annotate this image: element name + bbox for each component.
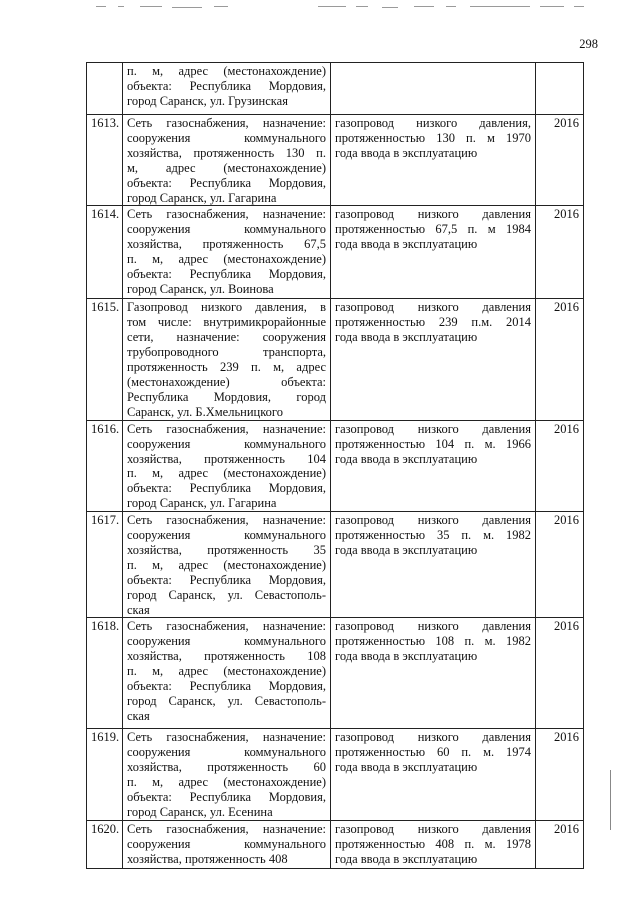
page-number: 298 <box>579 37 598 51</box>
object-characteristics-line: протяженностью 239 п.м. 2014 <box>335 315 531 330</box>
object-description-line: Сеть газоснабжения, назначение: <box>127 730 326 745</box>
object-characteristics <box>331 420 536 511</box>
table-row <box>87 820 584 868</box>
object-description <box>123 63 331 115</box>
row-number: 1618. <box>87 618 123 729</box>
row-number <box>87 63 123 115</box>
object-description-line: Сеть газоснабжения, назначение: <box>127 421 326 436</box>
object-description-line: том числе: внутримикрорайонные <box>127 315 326 330</box>
object-characteristics-line: года ввода в эксплуатацию <box>335 330 478 345</box>
object-description-line: сети, назначение: сооружения <box>127 330 326 345</box>
object-characteristics <box>331 820 536 868</box>
object-description-line: п. м, адрес (местонахождение) <box>127 557 326 572</box>
object-characteristics-line: газопровод низкого давления <box>335 421 531 436</box>
object-description-line: п. м, адрес (местонахождение) <box>127 664 326 679</box>
scan-margin-mark <box>610 770 611 830</box>
object-characteristics <box>331 618 536 729</box>
table-row <box>87 63 584 115</box>
table-row <box>87 512 584 618</box>
object-description-line: город Саранск, ул. Гагарина <box>127 496 277 511</box>
object-description-line: объекта: Республика Мордовия, <box>127 481 326 496</box>
object-characteristics-line: газопровод низкого давления <box>335 207 531 222</box>
object-description-line: сооружения коммунального <box>127 745 326 760</box>
object-description-line: город Саранск, ул. Севастополь- <box>127 694 326 708</box>
object-characteristics-line: газопровод низкого давления <box>335 619 531 634</box>
object-characteristics-line: протяженностью 67,5 п. м 1984 <box>335 222 531 237</box>
object-description-line: п. м, адрес (местонахождение) <box>127 64 326 78</box>
object-characteristics <box>331 729 536 820</box>
object-description-line: сооружения коммунального <box>127 130 326 145</box>
object-description-line: (местонахождение) объекта: <box>127 374 326 389</box>
object-description-line: Сеть газоснабжения, назначение: <box>127 207 326 222</box>
object-characteristics <box>331 63 536 115</box>
registry-table <box>86 62 584 869</box>
object-description <box>123 206 331 299</box>
object-characteristics-line: года ввода в эксплуатацию <box>335 542 478 557</box>
object-description-line: п. м, адрес (местонахождение) <box>127 466 326 481</box>
object-description <box>123 115 331 206</box>
row-number: 1613. <box>87 115 123 206</box>
object-characteristics-line: газопровод низкого давления <box>335 730 531 745</box>
object-description-line: п. м, адрес (местонахождение) <box>127 252 326 267</box>
row-number: 1620. <box>87 820 123 868</box>
object-description <box>123 820 331 868</box>
year-cell <box>536 63 584 115</box>
object-characteristics-line: протяженностью 35 п. м. 1982 <box>335 528 531 543</box>
object-description-line: сооружения коммунального <box>127 436 326 451</box>
row-number: 1617. <box>87 512 123 618</box>
object-characteristics-line: года ввода в эксплуатацию <box>335 145 478 160</box>
object-description-line: сооружения коммунального <box>127 634 326 649</box>
object-description-line: м, адрес (местонахождение) <box>127 160 326 175</box>
object-characteristics-line: газопровод низкого давления <box>335 300 531 315</box>
object-description-line: ская <box>127 602 150 617</box>
object-characteristics-line: года ввода в эксплуатацию <box>335 451 478 466</box>
object-description-line: город Саранск, ул. Гагарина <box>127 190 277 205</box>
row-number: 1616. <box>87 420 123 511</box>
object-description-line: Сеть газоснабжения, назначение: <box>127 821 326 836</box>
table-row <box>87 729 584 820</box>
object-characteristics-line: газопровод низкого давления, <box>335 116 531 130</box>
row-number: 1614. <box>87 206 123 299</box>
object-characteristics-line: года ввода в эксплуатацию <box>335 237 478 252</box>
object-description <box>123 420 331 511</box>
object-description-line: объекта: Республика Мордовия, <box>127 267 326 282</box>
object-description-line: протяженность 239 п. м, адрес <box>127 360 326 375</box>
table-row <box>87 618 584 729</box>
object-description-line: хозяйства, протяженность 108 <box>127 649 326 664</box>
object-description-line: хозяйства, протяженность 35 <box>127 542 326 557</box>
object-description-line: трубопроводного транспорта, <box>127 345 326 360</box>
object-description <box>123 729 331 820</box>
object-description-line: город Саранск, ул. Воинова <box>127 281 274 296</box>
object-description-line: хозяйства, протяженность 67,5 <box>127 237 326 252</box>
object-description-line: Саранск, ул. Б.Хмельницкого <box>127 404 283 419</box>
object-characteristics <box>331 115 536 206</box>
object-description-line: п. м, адрес (местонахождение) <box>127 775 326 790</box>
year-cell: 2016 <box>536 299 584 420</box>
year-cell: 2016 <box>536 729 584 820</box>
object-description-line: объекта: Республика Мордовия, <box>127 790 326 805</box>
object-description-line: город Саранск, ул. Есенина <box>127 805 273 819</box>
row-number: 1615. <box>87 299 123 420</box>
object-description-line: сооружения коммунального <box>127 528 326 543</box>
object-characteristics-line: газопровод низкого давления <box>335 821 531 836</box>
object-description <box>123 299 331 420</box>
scan-noise-strip <box>0 0 640 14</box>
object-characteristics <box>331 512 536 618</box>
object-characteristics <box>331 206 536 299</box>
object-description-line: город Саранск, ул. Грузинская <box>127 93 288 108</box>
object-characteristics <box>331 299 536 420</box>
object-description-line: объекта: Республика Мордовия, <box>127 572 326 587</box>
object-description-line: Сеть газоснабжения, назначение: <box>127 116 326 130</box>
row-number: 1619. <box>87 729 123 820</box>
object-characteristics-line: года ввода в эксплуатацию <box>335 760 478 775</box>
year-cell: 2016 <box>536 206 584 299</box>
year-cell: 2016 <box>536 420 584 511</box>
year-cell: 2016 <box>536 820 584 868</box>
object-description-line: хозяйства, протяженность 130 п. <box>127 145 326 160</box>
object-description-line: город Саранск, ул. Севастополь- <box>127 587 326 602</box>
object-description-line: Республика Мордовия, город <box>127 389 326 404</box>
table-row <box>87 115 584 206</box>
year-cell: 2016 <box>536 618 584 729</box>
object-characteristics-line: протяженностью 104 п. м. 1966 <box>335 436 531 451</box>
object-description-line: объекта: Республика Мордовия, <box>127 175 326 190</box>
year-cell: 2016 <box>536 512 584 618</box>
table-row <box>87 299 584 420</box>
object-description-line: ская <box>127 708 150 723</box>
object-characteristics-line: протяженностью 130 п. м 1970 <box>335 130 531 145</box>
object-description-line: хозяйства, протяженность 408 <box>127 851 288 866</box>
table-row <box>87 206 584 299</box>
object-description-line: Сеть газоснабжения, назначение: <box>127 619 326 634</box>
object-description <box>123 512 331 618</box>
object-description-line: хозяйства, протяженность 60 <box>127 760 326 775</box>
object-description-line: сооружения коммунального <box>127 222 326 237</box>
object-characteristics-line: протяженностью 60 п. м. 1974 <box>335 745 531 760</box>
object-characteristics-line: протяженностью 108 п. м. 1982 <box>335 634 531 649</box>
object-description-line: Газопровод низкого давления, в <box>127 300 326 315</box>
object-description-line: Сеть газоснабжения, назначение: <box>127 513 326 528</box>
year-cell: 2016 <box>536 115 584 206</box>
object-description <box>123 618 331 729</box>
object-characteristics-line: газопровод низкого давления <box>335 513 531 528</box>
object-description-line: объекта: Республика Мордовия, <box>127 78 326 93</box>
object-description-line: хозяйства, протяженность 104 <box>127 451 326 466</box>
object-characteristics-line: года ввода в эксплуатацию <box>335 851 478 866</box>
object-characteristics-line: года ввода в эксплуатацию <box>335 649 478 664</box>
object-description-line: объекта: Республика Мордовия, <box>127 679 326 694</box>
object-description-line: сооружения коммунального <box>127 836 326 851</box>
table-row <box>87 420 584 511</box>
object-characteristics-line: протяженностью 408 п. м. 1978 <box>335 836 531 851</box>
